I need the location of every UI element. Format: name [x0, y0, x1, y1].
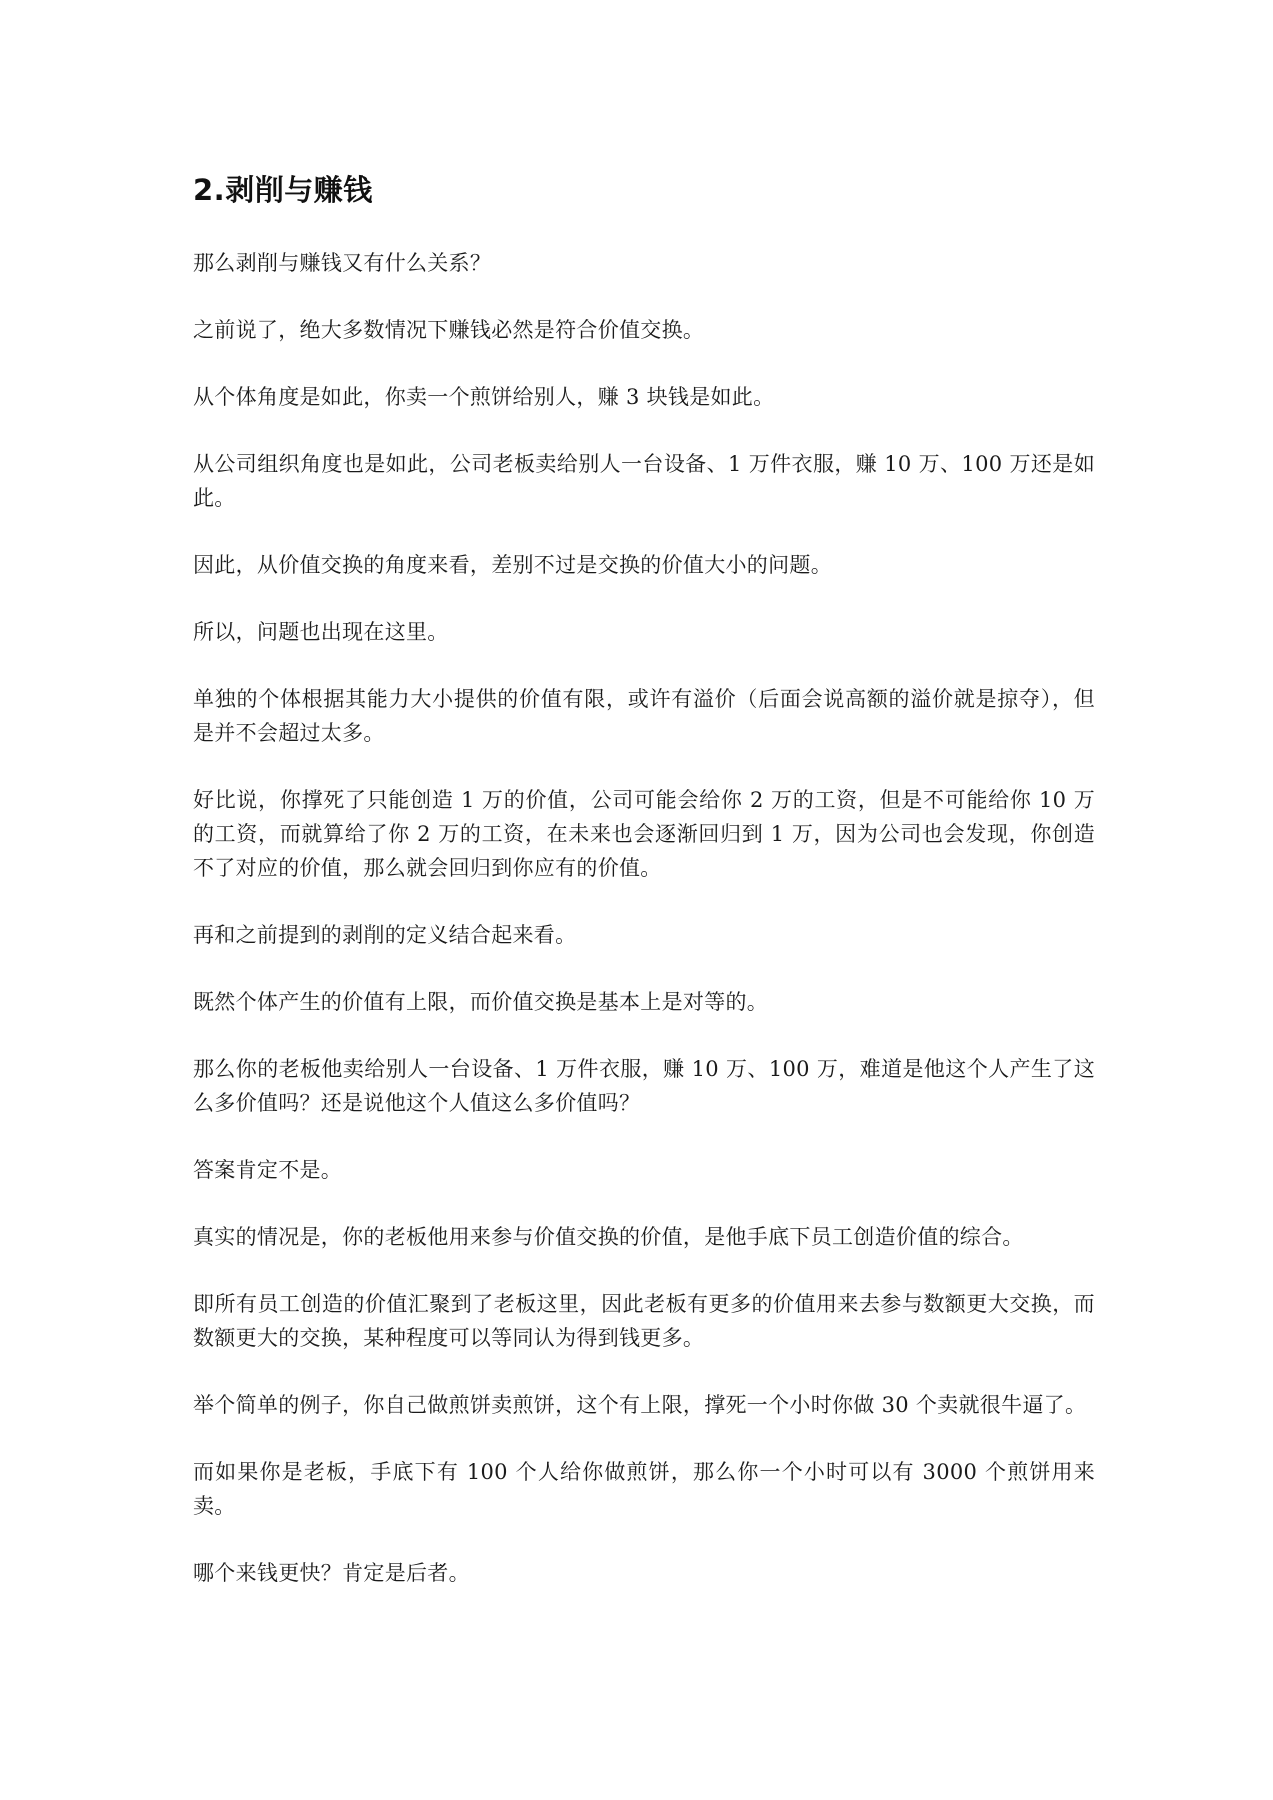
paragraph: 所以，问题也出现在这里。 — [193, 620, 449, 644]
paragraph: 再和之前提到的剥削的定义结合起来看。 — [193, 923, 577, 947]
paragraph: 因此，从价值交换的角度来看，差别不过是交换的价值大小的问题。 — [193, 553, 832, 577]
paragraph: 从个体角度是如此，你卖一个煎饼给别人，赚 3 块钱是如此。 — [193, 385, 775, 409]
paragraph: 之前说了，绝大多数情况下赚钱必然是符合价值交换。 — [193, 318, 705, 342]
paragraph: 而如果你是老板，手底下有 100 个人给你做煎饼，那么你一个小时可以有 3000 个煎饼用来卖。 — [193, 1460, 1095, 1518]
paragraph: 真实的情况是，你的老板他用来参与价值交换的价值，是他手底下员工创造价值的综合。 — [193, 1225, 1024, 1249]
paragraph: 那么剥削与赚钱又有什么关系？ — [193, 251, 492, 275]
paragraph: 好比说，你撑死了只能创造 1 万的价值，公司可能会给你 2 万的工资，但是不可能给你 10 万的工资，而就算给了你 2 万的工资，在未来也会逐渐回归到 1 万，因为公司也会发现，你创造不了对应的价值，那么就会回归到你应有的价值。 — [193, 788, 1095, 880]
paragraph: 举个简单的例子，你自己做煎饼卖煎饼，这个有上限，撑死一个小时你做 30 个卖就很牛逼了。 — [193, 1393, 1087, 1417]
section-heading: 2.剥削与赚钱 — [193, 173, 373, 207]
paragraph: 那么你的老板他卖给别人一台设备、1 万件衣服，赚 10 万、100 万，难道是他这个人产生了这么多价值吗？还是说他这个人值这么多价值吗？ — [193, 1057, 1095, 1115]
paragraph: 答案肯定不是。 — [193, 1158, 343, 1182]
paragraph: 既然个体产生的价值有上限，而价值交换是基本上是对等的。 — [193, 990, 769, 1014]
paragraph: 即所有员工创造的价值汇聚到了老板这里，因此老板有更多的价值用来去参与数额更大交换，而数额更大的交换，某种程度可以等同认为得到钱更多。 — [193, 1292, 1095, 1350]
paragraph: 单独的个体根据其能力大小提供的价值有限，或许有溢价（后面会说高额的溢价就是掠夺），但是并不会超过太多。 — [193, 687, 1095, 745]
paragraph: 哪个来钱更快？肯定是后者。 — [193, 1561, 470, 1585]
paragraph: 从公司组织角度也是如此，公司老板卖给别人一台设备、1 万件衣服，赚 10 万、100 万还是如此。 — [193, 452, 1095, 510]
document-body — [193, 170, 1095, 1623]
